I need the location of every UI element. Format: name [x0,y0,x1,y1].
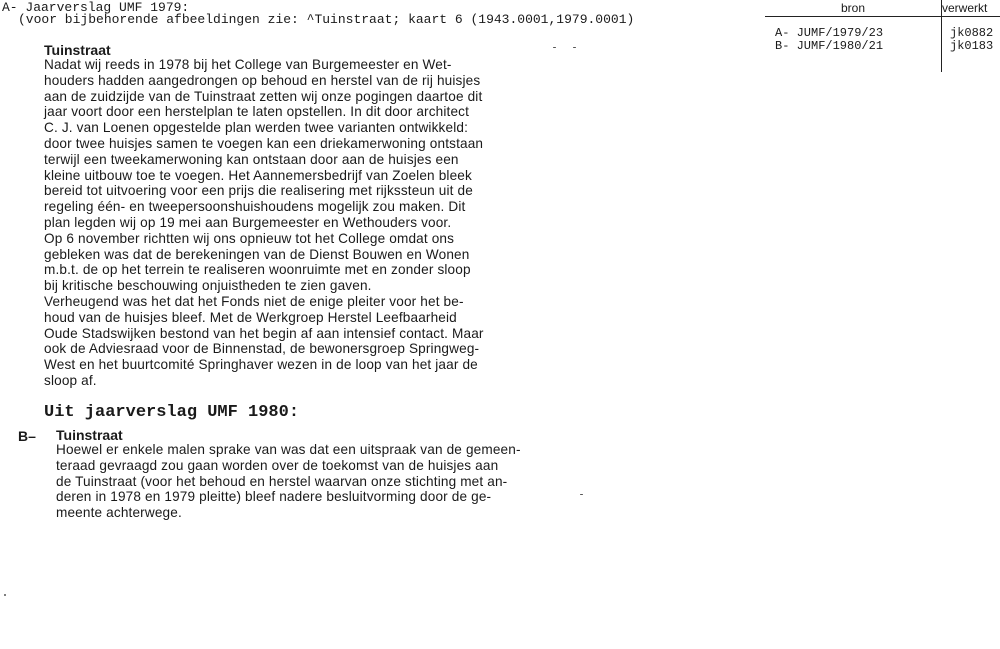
body-line: Verheugend was het dat het Fonds niet de enige pleiter voor het be- [44,293,464,309]
source-cells [765,17,942,73]
body-line: sloop af. [44,372,97,388]
body-line: bereid tot uitvoering voor een prijs die realisering met rijkssteun uit de [44,183,473,199]
article-a-body [44,57,564,389]
processed-cells [942,17,1000,73]
body-line: Op 6 november richtten wij ons opnieuw tot het College omdat ons [44,230,455,246]
body-line: houd van de huisjes bleef. Met de Werkgroep Herstel Leefbaarheid [44,309,457,325]
body-line: houders hadden aangedrongen op behoud en herstel van de rij huisjes [44,72,481,88]
body-line: bij kritische beschouwing onjuistheden te zien gaven. [44,278,372,294]
scan-speck [580,494,583,495]
body-line: de Tuinstraat (voor het behoud en herstel waarvan onze stichting met an- [56,473,508,489]
source-table [765,0,1000,72]
heading-1980: Uit jaarverslag UMF 1980: [44,403,300,422]
body-line: regeling één- en tweepersoonshuishoudens mogelijk zou maken. Dit [44,199,466,215]
body-line: plan legden wij op 19 mei aan Burgemeester en Wethouders voor. [44,214,452,230]
scan-speck [4,594,6,596]
body-line: teraad gevraagd zou gaan worden over de toekomst van de huisjes aan [56,457,499,473]
body-line: Oude Stadswijken bestond van het begin af aan intensief contact. Maar [44,325,484,341]
source-table-row [765,17,1000,73]
article-b-marker: B– [18,428,36,444]
body-line: West en het buurtcomité Springhaver wezen in de loop van het jaar de [44,357,478,373]
body-line: meente achterwege. [56,505,182,521]
article-b-body [56,442,576,521]
body-line: door twee huisjes samen te voegen kan een driekamerwoning ontstaan [44,135,484,151]
body-line: jaar voort door een herstelplan te laten opstellen. In dit door architect [44,104,470,120]
body-line: kleine uitbouw toe te voegen. Het Aannemersbedrijf van Zoelen bleek [44,167,472,183]
body-line: Hoewel er enkele malen sprake van was dat een uitspraak van de gemeen- [56,442,521,457]
article-a-title: Tuinstraat [44,42,111,58]
article-b-title: Tuinstraat [56,427,123,443]
body-line: ook de Adviesraad voor de Binnenstad, de bewonersgroep Springweg- [44,341,480,357]
body-line: deren in 1978 en 1979 pleitte) bleef nadere besluitvorming door de ge- [56,489,492,505]
body-line: Nadat wij reeds in 1978 bij het College van Burgemeester en Wet- [44,57,452,72]
source-ref-b: B- JUMF/1980/21 [775,39,884,53]
body-line: terwijl een tweekamerwoning kan ontstaan door aan de huisjes een [44,151,459,167]
processed-code-b: jk0183 [950,39,994,53]
body-line: aan de zuidzijde van de Tuinstraat zetten wij onze pogingen daartoe dit [44,88,483,104]
scan-speck [573,47,576,48]
header-bron: bron [765,0,942,17]
header-line-1: A- Jaarverslag UMF 1979: [2,0,190,15]
source-table-header-row [765,0,1000,17]
source-ref-a: A- JUMF/1979/23 [775,26,884,40]
processed-code-a: jk0882 [950,26,994,40]
header-verwerkt: verwerkt [942,0,1000,17]
scan-speck [553,47,556,48]
body-line: C. J. van Loenen opgestelde plan werden twee varianten ontwikkeld: [44,120,469,136]
header-line-2: (voor bijbehorende afbeeldingen zie: ^Tuinstraat; kaart 6 (1943.0001,1979.0001) [18,12,635,27]
body-line: gebleken was dat de berekeningen van de Dienst Bouwen en Wonen [44,246,470,262]
body-line: m.b.t. de op het terrein te realiseren woonruimte met en zonder sloop [44,262,471,278]
